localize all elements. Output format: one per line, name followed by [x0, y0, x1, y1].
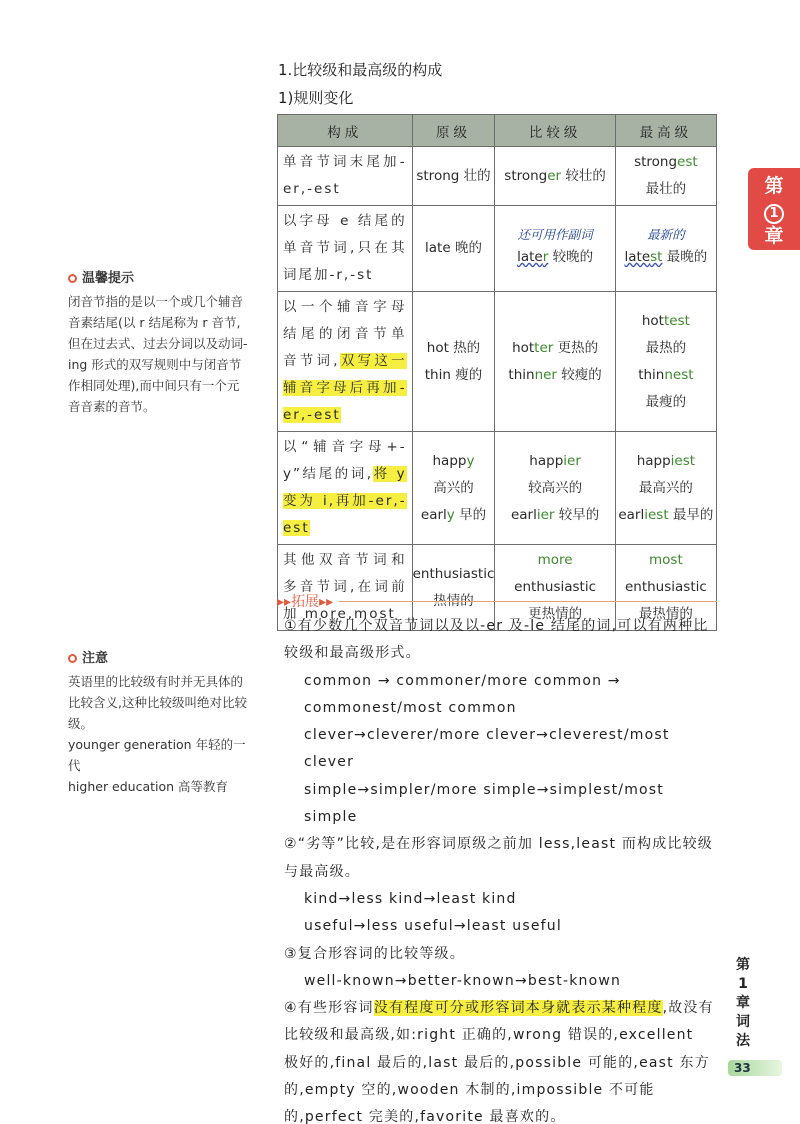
base-cell: strong 壮的: [412, 147, 495, 206]
word-stem: hot: [641, 312, 664, 329]
superlative-cell: [615, 292, 716, 432]
base-cell: [412, 292, 495, 432]
word-suffix: ier: [563, 452, 581, 469]
table-header-row: [278, 115, 717, 147]
word-gloss: 较晚的: [548, 249, 594, 265]
word-suffix: nest: [664, 366, 694, 383]
tip-title: 温馨提示: [82, 271, 135, 286]
section-title: 1.比较级和最高级的构成: [278, 61, 443, 79]
rule-cell: [278, 432, 413, 545]
word-gloss: 最壮的: [645, 181, 687, 197]
extension-content: [284, 613, 714, 1124]
comparative-cell: [495, 147, 615, 206]
tip-heading: [68, 268, 248, 289]
word-gloss: 热情的: [433, 592, 474, 609]
base-cell: late 晚的: [412, 206, 495, 292]
word-stem: happ: [636, 452, 671, 469]
chapter-tab[interactable]: [748, 168, 800, 250]
ext-point-2: ②“劣等”比较,是在形容词原级之前加 less,least 而构成比较级与最高级。: [284, 836, 714, 880]
handwritten-note: 还可用作副词: [517, 227, 593, 242]
ext-point-4: [284, 995, 714, 1124]
word-stem: thin: [508, 366, 535, 383]
word-gloss: 较早的: [554, 506, 600, 523]
ext-highlight: 没有程度可分或形容词本身就表示某种程度: [373, 1000, 663, 1017]
note-text: 英语里的比较级有时并无具体的比较含义,这种比较级叫绝对比较级。: [68, 674, 247, 731]
word-gloss: 更热的: [553, 339, 599, 356]
ext-example: well-known→better-known→best-known: [304, 972, 622, 989]
word-prefix: more: [537, 552, 573, 568]
rule-cell: 以字母 e 结尾的单音节词,只在其词尾加-r,-st: [278, 206, 413, 292]
ext-example: kind→less kind→least kind: [304, 890, 517, 907]
rule-cell: 单音节词末尾加-er,-est: [278, 147, 413, 206]
header-base: 原级: [412, 115, 495, 147]
word-suffix: y: [466, 452, 475, 469]
rule-highlight: 将 y 变为 i,再加-er,-est: [283, 466, 407, 536]
word-gloss: 最高兴的: [638, 479, 693, 496]
word-suffix: iest: [644, 506, 669, 523]
word-stem: late: [517, 249, 543, 265]
divider: [339, 601, 717, 602]
rule-cell: 其他双音节词和多音节词,在词前加 more,most: [278, 545, 413, 631]
word: enthusiastic: [624, 579, 707, 595]
subsection-title: 1)规则变化: [278, 89, 354, 107]
word-suffix: iest: [670, 452, 696, 469]
note-heading: [68, 648, 248, 669]
ext-point-1: ①有少数几个双音节词以及以-er 及-le 结尾的词,可以有两种比较级和最高级形式。: [284, 618, 709, 662]
word-gloss: 高兴的: [433, 479, 474, 496]
table-row: [278, 292, 717, 432]
base-cell: [412, 432, 495, 545]
word-stem: hot: [512, 339, 535, 356]
word-suffix: r: [542, 249, 549, 265]
ext-example: common → commoner/more common → commonest/most common: [304, 672, 621, 716]
header-rule: 构成: [278, 115, 413, 147]
word-gloss: 最瘦的: [645, 393, 687, 410]
note-example-1: younger generation 年轻的一代: [68, 737, 246, 773]
table-row: [278, 206, 717, 292]
header-comparative: 比较级: [495, 115, 615, 147]
word-stem: strong: [504, 167, 548, 184]
word: hot 热的: [426, 339, 481, 356]
word-gloss: 较高兴的: [528, 479, 583, 496]
rule-cell: [278, 292, 413, 432]
superlative-cell: [615, 206, 716, 292]
ext-point-3: ③复合形容词的比较等级。: [284, 945, 465, 962]
word-gloss: 更热情的: [528, 606, 583, 622]
word-stem: strong: [634, 154, 678, 170]
header-superlative: 最高级: [615, 115, 716, 147]
superlative-cell: [615, 147, 716, 206]
word-gloss: 最热情的: [638, 606, 693, 622]
comparison-rules-table: [277, 114, 717, 631]
word-stem: earl: [420, 506, 447, 523]
ext-example: clever→cleverer/more clever→cleverest/most clever: [304, 727, 670, 771]
word-suffix: ner: [534, 366, 557, 383]
rule-text: 以“辅音字母+-y”结尾的词,: [283, 439, 407, 482]
word-stem: earl: [618, 506, 645, 523]
tip-text: 闭音节指的是以一个或几个辅音音素结尾(以 r 结尾称为 r 音节,但在过去式、过去分词以及动词-ing 形式的双写规则中与闭音节作相同处理),而中间只有一个元音音素的音节。: [68, 294, 248, 414]
word-suffix: er: [547, 167, 562, 184]
rule-text: 以一个辅音字母结尾的闭音节单音节词,: [283, 299, 407, 369]
word-gloss: 最晚的: [662, 249, 708, 265]
chapter-tab-top: 第: [764, 175, 784, 197]
word-gloss: 最早的: [668, 506, 714, 523]
word: enthusiastic: [514, 579, 596, 595]
ext-example: useful→less useful→least useful: [304, 918, 562, 935]
note-example-2: higher education 高等教育: [68, 779, 229, 794]
note-sidenote: [68, 648, 248, 797]
comparative-cell: [495, 206, 615, 292]
word-gloss: 早的: [454, 506, 487, 523]
word: enthusiastic: [412, 565, 495, 582]
word-stem: happ: [432, 452, 467, 469]
ext-text: ④有些形容词: [284, 1000, 374, 1017]
word: thin 瘦的: [424, 366, 483, 383]
chapter-tab-bottom: 章: [764, 225, 784, 247]
word-suffix: ier: [536, 506, 555, 523]
word-suffix: est: [677, 154, 698, 170]
extension-heading: [277, 591, 717, 611]
comparative-cell: [495, 292, 615, 432]
table-row: [278, 432, 717, 545]
word-suffix: y: [446, 506, 455, 523]
tip-sidenote: [68, 268, 248, 417]
word-gloss: 较瘦的: [556, 366, 602, 383]
page-number: 33: [728, 1060, 782, 1076]
word-stem: thin: [638, 366, 665, 383]
extension-label: ▸▸拓展▸▸: [277, 594, 334, 610]
word-prefix: most: [649, 552, 683, 568]
comparative-cell: [495, 432, 615, 545]
word-stem: happ: [529, 452, 564, 469]
word-stem: earl: [510, 506, 537, 523]
handwritten-note: 最新的: [647, 227, 685, 242]
side-chapter-label: 第1章 词法: [736, 957, 750, 1049]
bullet-icon: [68, 274, 77, 283]
word-suffix: st: [650, 249, 663, 265]
table-row: [278, 147, 717, 206]
extension-label-text: 拓展: [291, 594, 320, 610]
note-title: 注意: [82, 651, 109, 666]
ext-text: ,故没有比较级和最高级,如:right 正确的,wrong 错误的,excellent 极好的,final 最后的,last 最后的,possible 可能的,east 东方的,empty 空的,wooden 木制的,impossible 不可能的,perfect 完美的,favorite 最喜欢的。: [284, 1000, 714, 1124]
bullet-icon: [68, 654, 77, 663]
superlative-cell: [615, 432, 716, 545]
word-stem: late: [624, 249, 651, 265]
word-gloss: 较壮的: [561, 167, 606, 184]
word-suffix: ter: [534, 339, 554, 356]
rule-highlight: 双写这一辅音字母后再加-er,-est: [283, 353, 407, 423]
word-suffix: test: [663, 312, 690, 329]
ext-example: simple→simpler/more simple→simplest/most simple: [304, 781, 664, 826]
chapter-number: 1: [764, 204, 784, 224]
word-gloss: 最热的: [645, 339, 687, 356]
